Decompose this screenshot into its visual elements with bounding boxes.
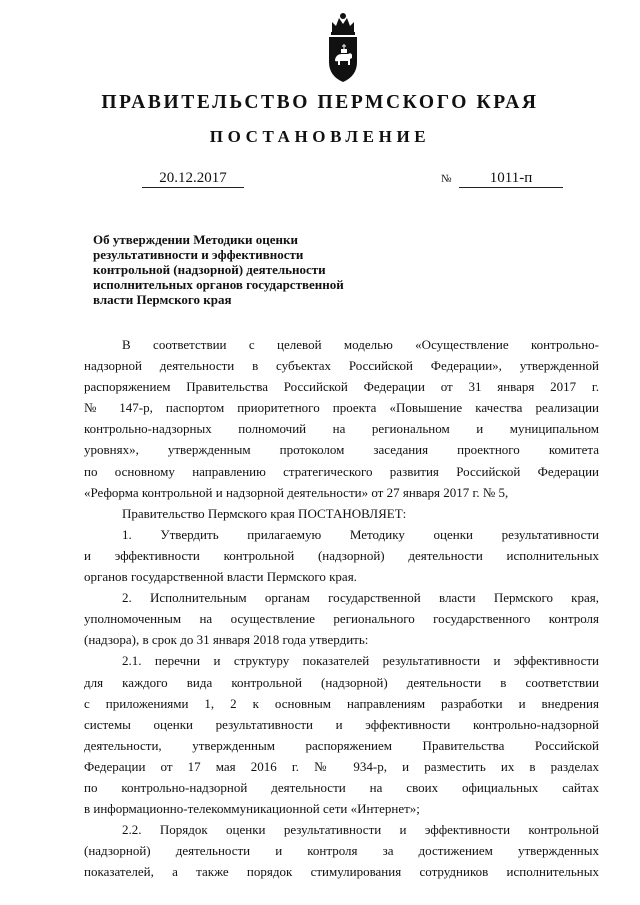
body-line: органов государственной власти Пермского края. bbox=[84, 569, 357, 585]
body-line: № 147-р, паспортом приоритетного проекта «Повышение качества реализации bbox=[84, 400, 599, 416]
body-line: В соответствии с целевой моделью «Осуществление контрольно- bbox=[122, 337, 599, 352]
body-line: 2. Исполнительным органам государственной власти Пермского края, bbox=[122, 590, 599, 606]
body-line: для каждого вида контрольной (надзорной) деятельности в соответствии bbox=[84, 674, 599, 690]
body-line: распоряжением Правительства Российской Федерации от 31 января 2017 г. bbox=[84, 379, 599, 395]
subject-line: контрольной (надзорной) деятельности bbox=[93, 262, 326, 277]
document-date: 20.12.2017 bbox=[142, 169, 244, 188]
body-line: по основному направлению стратегического развития Российской Федерации bbox=[84, 463, 599, 479]
body-line: надзорной деятельности в субъектах Российской Федерации», утвержденной bbox=[84, 358, 599, 374]
body-line: уровнях», утвержденным протоколом заседания проектного комитета bbox=[84, 442, 599, 458]
body-line: «Реформа контрольной и надзорной деятельности» от 27 января 2017 г. № 5, bbox=[84, 484, 509, 500]
body-line: Правительство Пермского края ПОСТАНОВЛЯЕТ: bbox=[122, 505, 407, 521]
perm-krai-coat-of-arms-icon bbox=[326, 10, 360, 84]
body-line: контрольно-надзорных полномочий на региональном и муниципальном bbox=[84, 421, 599, 437]
body-line: с приложениями 1, 2 к основным направлениям разработки и внедрения bbox=[84, 695, 599, 711]
document-type: ПОСТАНОВЛЕНИЕ bbox=[209, 127, 431, 146]
body-line: 2.1. перечни и структуру показателей результативности и эффективности bbox=[122, 653, 599, 669]
body-line: системы оценки результативности и эффективности контрольно-надзорной bbox=[84, 716, 599, 732]
body-line: Федерации от 17 мая 2016 г. № 934-р, и разместить их в разделах bbox=[84, 758, 599, 774]
subject-line: власти Пермского края bbox=[93, 292, 232, 307]
body-line: в информационно-телекоммуникационной сети «Интернет»; bbox=[84, 801, 420, 817]
document-subject bbox=[93, 232, 393, 307]
body-line: по контрольно-надзорной деятельности на своих официальных сайтах bbox=[84, 779, 599, 795]
body-line: (надзора), в срок до 31 января 2018 года утвердить: bbox=[84, 632, 369, 648]
number-sign: № bbox=[441, 173, 452, 185]
body-line: (надзорной) деятельности и контроля за достижением утвержденных bbox=[84, 843, 599, 859]
body-line: деятельности, утвержденным распоряжением Правительства Российской bbox=[84, 737, 599, 753]
body-line: и эффективности контрольной (надзорной) деятельности исполнительных bbox=[84, 547, 599, 563]
body-line: показателей, а также порядок стимулирования сотрудников исполнительных bbox=[84, 864, 599, 880]
subject-line: Об утверждении Методики оценки bbox=[93, 232, 298, 247]
body-line: уполномоченным на осуществление регионального государственного контроля bbox=[84, 611, 599, 627]
organization-title: ПРАВИТЕЛЬСТВО ПЕРМСКОГО КРАЯ bbox=[101, 92, 539, 113]
document-number: 1011-п bbox=[459, 169, 563, 188]
document-number-field bbox=[441, 169, 563, 188]
document-body bbox=[84, 334, 599, 882]
subject-line: результативности и эффективности bbox=[93, 247, 304, 262]
body-line: 1. Утвердить прилагаемую Методику оценки результативности bbox=[122, 526, 599, 542]
body-line: 2.2. Порядок оценки результативности и эффективности контрольной bbox=[122, 822, 599, 838]
subject-line: исполнительных органов государственной bbox=[93, 277, 344, 292]
